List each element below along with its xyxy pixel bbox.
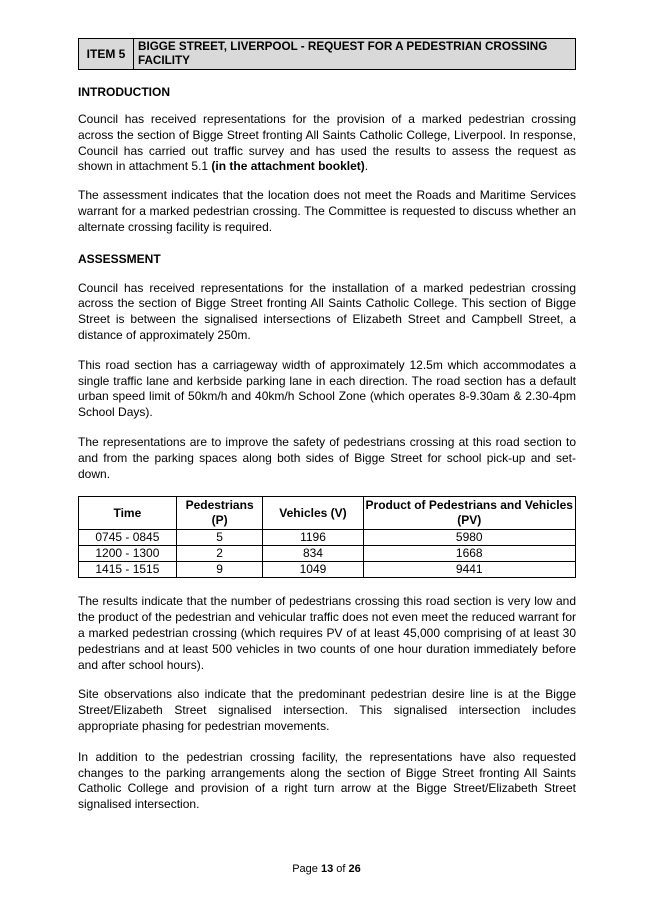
footer-page-word: Page: [292, 863, 318, 875]
traffic-survey-table: [78, 496, 576, 578]
table-cell: 1200 - 1300: [79, 546, 177, 562]
table-cell: 5: [176, 530, 263, 546]
footer-page-number: 13: [320, 863, 334, 875]
table-row: [79, 562, 576, 578]
table-cell: 9: [176, 562, 263, 578]
table-header-row: [79, 497, 576, 530]
item-header: [78, 38, 576, 70]
introduction-paragraph-2: The assessment indicates that the location does not meet the Roads and Maritime Services warrant for a marked pedestrian crossing. The Committee is requested to discuss whether an alternate crossing facility is required.: [78, 188, 576, 234]
page-footer: [0, 863, 653, 875]
table-header-vehicles: Vehicles (V): [263, 497, 363, 530]
table-cell: 834: [263, 546, 363, 562]
table-header-product: Product of Pedestrians and Vehicles (PV): [363, 497, 575, 530]
intro-para1-bold: (in the attachment booklet): [211, 159, 365, 174]
intro-para1-text: Council has received representations for the provision of a marked pedestrian crossing across the section of Bigge Street fronting All Saints Catholic College, Liverpool. In response, Council has carried out traffic survey and has used the results to assess the request as shown in attachment 5.1: [78, 112, 576, 174]
table-cell: 0745 - 0845: [79, 530, 177, 546]
assessment-paragraph-5: Site observations also indicate that the predominant pedestrian desire line is at the Bigge Street/Elizabeth Street signalised intersection. This signalised intersection includes appropriate phasing for pedestrian movements.: [78, 687, 576, 733]
assessment-paragraph-4: The results indicate that the number of pedestrians crossing this road section is very low and the product of the pedestrian and vehicular traffic does not even meet the reduced warrant for a marked pedestrian crossing (which requires PV of at least 45,000 comprising of at least 30 pedestrians and at least 500 vehicles in two counts of one hour duration immediately before and after school hours).: [78, 594, 576, 672]
table-row: [79, 546, 576, 562]
introduction-paragraph-1: [78, 112, 576, 175]
table-cell: 1049: [263, 562, 363, 578]
footer-of-word: of: [336, 863, 346, 875]
table-cell: 1196: [263, 530, 363, 546]
table-row: [79, 530, 576, 546]
table-header-pedestrians: Pedestrians (P): [176, 497, 263, 530]
item-title: BIGGE STREET, LIVERPOOL - REQUEST FOR A PEDESTRIAN CROSSING FACILITY: [138, 40, 548, 67]
table-cell: 2: [176, 546, 263, 562]
document-page: [78, 38, 576, 813]
table-cell: 9441: [363, 562, 575, 578]
assessment-paragraph-3: The representations are to improve the safety of pedestrians crossing at this road section to and from the parking spaces along both sides of Bigge Street for school pick-up and set-down.: [78, 434, 576, 481]
assessment-paragraph-6: In addition to the pedestrian crossing facility, the representations have also requested changes to the parking arrangements along the section of Bigge Street fronting All Saints Catholic College and provision of a right turn arrow at the Bigge Street/Elizabeth Street signalised intersection.: [78, 749, 576, 812]
table-cell: 1415 - 1515: [79, 562, 177, 578]
intro-para1-end: .: [364, 159, 369, 174]
footer-page-total: 26: [348, 863, 361, 875]
assessment-heading: ASSESSMENT: [78, 251, 161, 266]
assessment-paragraph-1: Council has received representations for the installation of a marked pedestrian crossing across the section of Bigge Street fronting All Saints Catholic College. This section of Bigge Street is between the signalised intersections of Elizabeth Street and Campbell Street, a distance of approximately 250m.: [78, 280, 576, 342]
item-number-label: ITEM 5: [79, 39, 134, 69]
table-header-time: Time: [79, 497, 177, 530]
assessment-paragraph-2: This road section has a carriageway width of approximately 12.5m which accommodates a single traffic lane and kerbside parking lane in each direction. The road section has a default urban speed limit of 50km/h and 40km/h School Zone (which operates 8-9.30am & 2.30-4pm School Days).: [78, 357, 576, 420]
table-cell: 1668: [363, 546, 575, 562]
introduction-heading: INTRODUCTION: [78, 85, 170, 99]
table-cell: 5980: [363, 530, 575, 546]
